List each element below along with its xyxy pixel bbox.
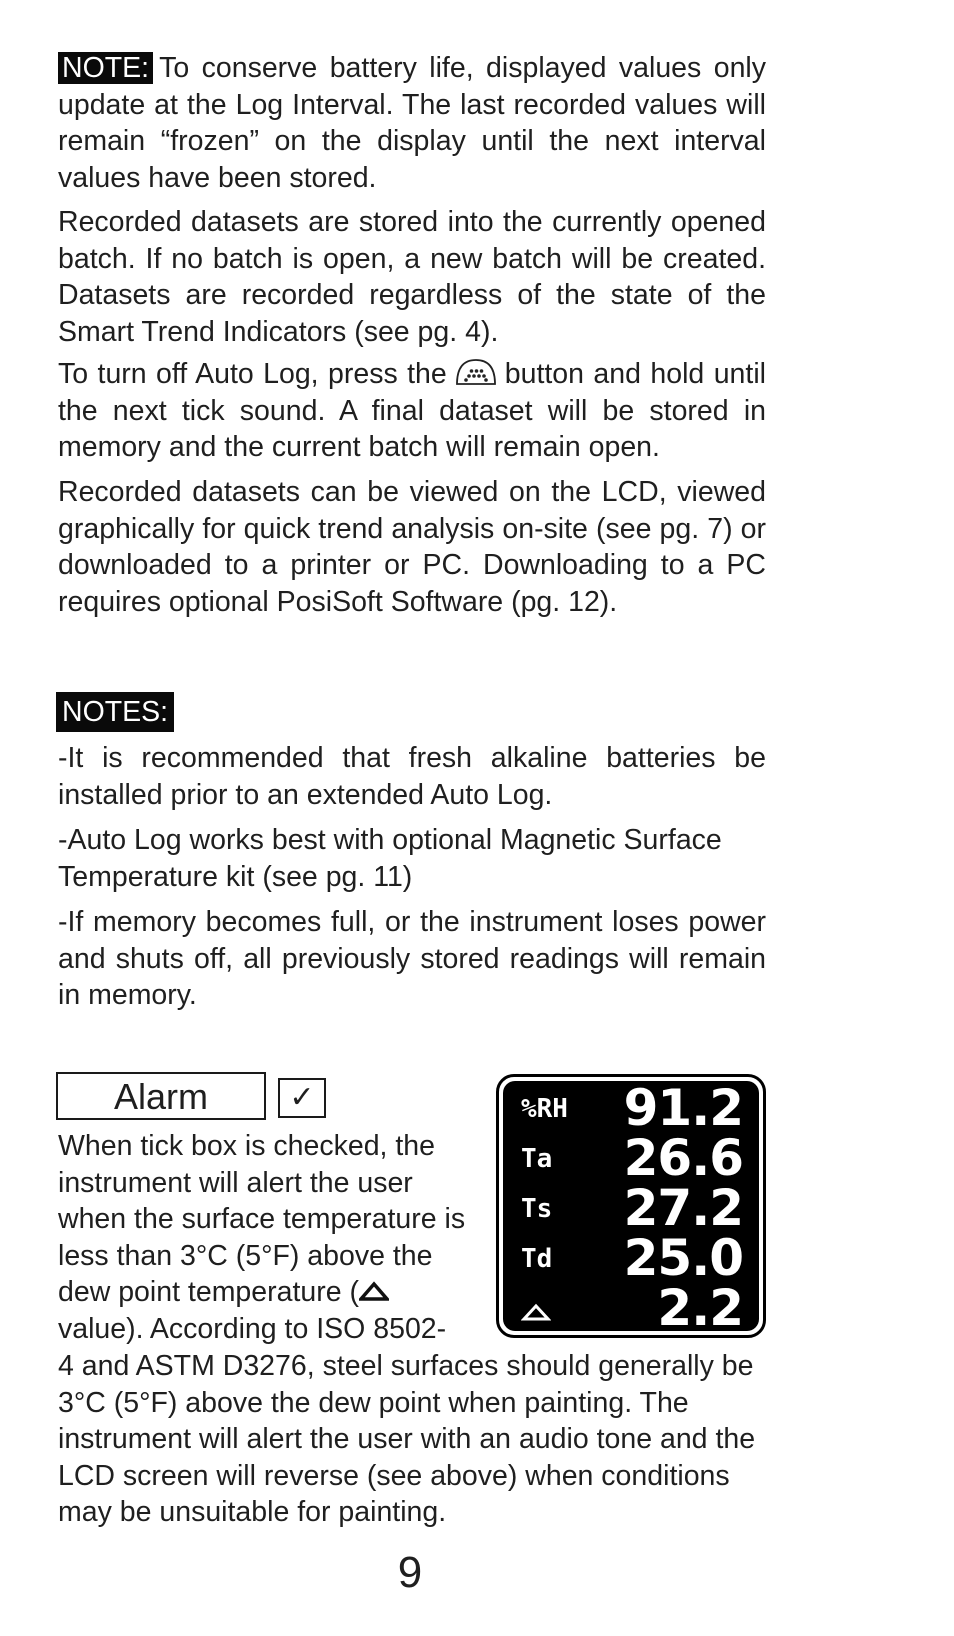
- lcd-row-rh: [503, 1079, 759, 1137]
- alarm-text-after: value). According to ISO 8502-: [58, 1312, 447, 1345]
- delta-triangle-icon: [521, 1303, 551, 1321]
- lcd-screen: [503, 1079, 759, 1337]
- lcd-value-delta: 2.2: [657, 1279, 743, 1337]
- notes-item-memory: -If memory becomes full, or the instrument loses power and shuts off, all previously stored readings will remain in memory.: [58, 906, 766, 1011]
- lcd-row-ta: [503, 1129, 759, 1187]
- auto-log-off-text-after: button and hold until the next tick sound. A final dataset will be stored in memory and the current batch will remain open.: [58, 358, 766, 463]
- lcd-label-rh: %RH: [521, 1094, 568, 1124]
- lcd-label-td: Td: [521, 1244, 553, 1274]
- note-text: To conserve battery life, displayed values only update at the Log Interval. The last recorded values will remain “frozen” on the display until the next interval values have been stored.: [58, 52, 766, 194]
- notes-tag: NOTES:: [56, 692, 174, 732]
- datasets-view-paragraph: Recorded datasets can be viewed on the LCD, viewed graphically for quick trend analysis on-site (see pg. 7) or downloaded to a printer or PC. Downloading to a PC requires optional PosiSoft Software (pg. 12).: [58, 476, 766, 618]
- note-tag: NOTE:: [58, 52, 153, 84]
- lcd-row-delta: [503, 1279, 759, 1337]
- lcd-label-ts: Ts: [521, 1194, 553, 1224]
- alarm-checkbox: ✓: [278, 1078, 326, 1118]
- lcd-value-rh: 91.2: [623, 1079, 743, 1137]
- batch-paragraph: Recorded datasets are stored into the currently opened batch. If no batch is open, a new batch will be created. Datasets are recorded regardless of the state of the Smart Trend Indicators (see pg. 4).: [58, 206, 766, 348]
- notes-item-magnetic-kit: -Auto Log works best with optional Magnetic Surface Temperature kit (see pg. 11): [58, 824, 722, 893]
- alarm-description: [58, 1128, 478, 1348]
- lcd-row-ts: [503, 1179, 759, 1237]
- notes-item-batteries: -It is recommended that fresh alkaline batteries be installed prior to an extended Auto Log.: [58, 742, 766, 811]
- lcd-value-td: 25.0: [623, 1229, 743, 1287]
- lcd-label-ta: Ta: [521, 1144, 553, 1174]
- auto-log-off-paragraph: [58, 356, 766, 466]
- auto-log-off-text-before: To turn off Auto Log, press the: [58, 358, 447, 390]
- alarm-text-before: When tick box is checked, the instrument will alert the user when the surface temperature is less than 3°C (5°F) above the dew point temperature (: [58, 1130, 466, 1309]
- lcd-value-ta: 26.6: [623, 1129, 743, 1187]
- delta-triangle-icon: [359, 1281, 389, 1301]
- page-number: 9: [397, 1548, 423, 1597]
- lcd-value-ts: 27.2: [623, 1179, 743, 1237]
- note-paragraph: [58, 50, 766, 196]
- alarm-label: Alarm: [56, 1072, 266, 1120]
- lcd-row-td: [503, 1229, 759, 1287]
- alarm-description-continued: 4 and ASTM D3276, steel surfaces should generally be 3°C (5°F) above the dew point when painting. The instrument will alert the user with an audio tone and the LCD screen will reverse (see above) when conditions may be unsuitable for painting.: [58, 1350, 756, 1529]
- lcd-display: [496, 1074, 766, 1338]
- log-button-icon: [453, 356, 499, 388]
